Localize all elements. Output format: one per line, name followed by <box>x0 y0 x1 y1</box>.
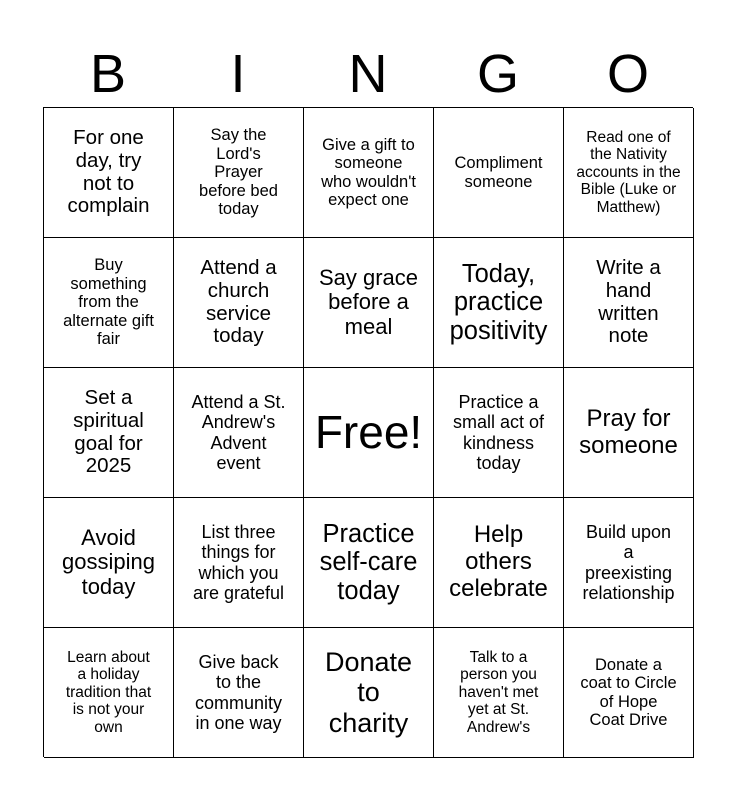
bingo-cell: Compliment someone <box>434 108 564 238</box>
bingo-cell: Read one of the Nativity accounts in the Bible (Luke or Matthew) <box>564 108 694 238</box>
bingo-cell: Give back to the community in one way <box>174 628 304 758</box>
bingo-cell: Attend a St. Andrew's Advent event <box>174 368 304 498</box>
bingo-board <box>43 107 693 757</box>
bingo-cell: Talk to a person you haven't met yet at St. Andrew's <box>434 628 564 758</box>
free-space: Free! <box>304 368 434 498</box>
bingo-cell: Practice self-care today <box>304 498 434 628</box>
bingo-cell: Avoid gossiping today <box>44 498 174 628</box>
bingo-cell: Set a spiritual goal for 2025 <box>44 368 174 498</box>
bingo-cell: Build upon a preexisting relationship <box>564 498 694 628</box>
bingo-cell: Learn about a holiday tradition that is not your own <box>44 628 174 758</box>
bingo-cell: Give a gift to someone who wouldn't expect one <box>304 108 434 238</box>
bingo-cell: Buy something from the alternate gift fair <box>44 238 174 368</box>
bingo-cell: Help others celebrate <box>434 498 564 628</box>
bingo-cell: Pray for someone <box>564 368 694 498</box>
bingo-cell: List three things for which you are grateful <box>174 498 304 628</box>
header-letter-i: I <box>230 44 246 104</box>
bingo-cell: Say the Lord's Prayer before bed today <box>174 108 304 238</box>
bingo-cell: Donate a coat to Circle of Hope Coat Drive <box>564 628 694 758</box>
bingo-cell: Donate to charity <box>304 628 434 758</box>
header-letter-g: G <box>476 44 519 104</box>
bingo-cell: Say grace before a meal <box>304 238 434 368</box>
header-letter-b: B <box>89 44 127 104</box>
bingo-cell: Write a hand written note <box>564 238 694 368</box>
bingo-header <box>43 40 693 108</box>
bingo-cell: Today, practice positivity <box>434 238 564 368</box>
header-letter-o: O <box>606 44 649 104</box>
header-letter-n: N <box>348 44 388 104</box>
bingo-cell: For one day, try not to complain <box>44 108 174 238</box>
bingo-cell: Attend a church service today <box>174 238 304 368</box>
bingo-cell: Practice a small act of kindness today <box>434 368 564 498</box>
